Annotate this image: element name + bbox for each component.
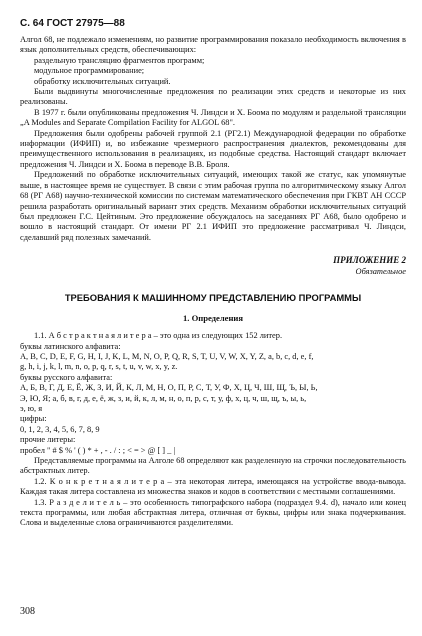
latin-letters-line: g, h, i, j, k, l, m, n, o, p, q, r, s, t, u, v, w, x, y, z. bbox=[20, 362, 178, 372]
list-item: модульное программирование; bbox=[34, 66, 145, 76]
document-page bbox=[20, 18, 406, 529]
cyrillic-label: буквы русского алфавита: bbox=[20, 372, 113, 382]
cyrillic-letters-line: э, ю, я bbox=[20, 403, 43, 413]
digits-line: 0, 1, 2, 3, 4, 5, 6, 7, 8, 9 bbox=[20, 424, 100, 434]
appendix-label: ПРИЛОЖЕНИЕ 2 bbox=[333, 255, 406, 266]
digits-label: цифры: bbox=[20, 414, 47, 424]
definition-1-1: 1.1. А б с т р а к т н а я л и т е р а – это одна из следующих 152 литер. bbox=[34, 331, 283, 341]
page-header: С. 64 ГОСТ 27975—88 bbox=[20, 18, 125, 29]
paragraph: Предложения были одобрены рабочей группой 2.1 (РГ2.1) Международной федерации по обработке информации (ИФИП) и, во избежание чрезмерного распространения диалектов, рекомендованы для преимущественного использования в реализациях, из подобные средства. Настоящий стандарт включает предложения Ч. Линдси и Х. Боома в переводе В.В. Броля. bbox=[20, 128, 406, 169]
definition-1-3: 1.3. Р а з д е л и т е л ь – это особенность типографского набора (подраздел 9.4. d), начало или конец текста программы, или любая абстрактная литера, отличная от буквы, цифры или знака подчеркивания. Слова и выделенные слова ограничиваются разделителями. bbox=[20, 497, 406, 528]
paragraph-intro: Алгол 68, не подлежало изменениям, но развитие программирования показало необходимость включения в язык дополнительных средств, обеспечивающих: bbox=[20, 35, 406, 55]
appendix-status: Обязательное bbox=[355, 267, 406, 277]
section-title: ТРЕБОВАНИЯ К МАШИННОМУ ПРЕДСТАВЛЕНИЮ ПРОГРАММЫ bbox=[64, 292, 362, 304]
cyrillic-letters-line: А, Б, В, Г, Д, Е, Ё, Ж, З, И, Й, К, Л, М, Н, О, П, Р, С, Т, У, Ф, Х, Ц, Ч, Ш, Щ, Ъ, Ы, Ь, bbox=[20, 383, 318, 393]
paragraph: Представляемые программы на Алголе 68 определяют как разделенную на строчки последовательность абстрактных литер. bbox=[20, 456, 406, 476]
list-item: обработку исключительных ситуаций. bbox=[34, 76, 171, 86]
latin-letters-line: A, B, C, D, E, F, G, H, I, J, K, L, M, N, O, P, Q, R, S, T, U, V, W, X, Y, Z, a, b, c, d, e, f, bbox=[20, 351, 314, 361]
other-chars-line: пробел " # $ % ' ( ) * + , - . / : ; < = > @ [ ] _ | bbox=[20, 445, 176, 455]
list-item: раздельную трансляцию фрагментов программ; bbox=[34, 55, 205, 65]
page-number: 308 bbox=[20, 606, 35, 617]
subsection-title: 1. Определения bbox=[182, 313, 244, 324]
paragraph: Предложений по обработке исключительных ситуаций, имеющих такой же статус, как упомянутые выше, в настоящее время не существует. В связи с этим рабочая группа по алгоритмическому языку Алгол 68 (РГ А68) научно-технической комиссии по системам математического обеспечения при ГКВТ АН СССР решила разработать оригинальный вариант этих средств. Механизм обработки исключительных ситуаций был предложен Г.С. Цейтиным. Это предложение обсуждалось на заседаниях РГ А68, было одобрено и вошло в настоящий стандарт. От имени РГ 2.1 ИФИП это предложение рассматривал Ч. Линдси, сделавший ряд полезных замечаний. bbox=[20, 170, 406, 242]
latin-label: буквы латинского алфавита: bbox=[20, 341, 121, 351]
other-label: прочие литеры: bbox=[20, 435, 76, 445]
paragraph: Были выдвинуты многочисленные предложения по реализации этих средств и некоторые из них реализованы. bbox=[20, 87, 406, 107]
paragraph: В 1977 г. были опубликованы предложения Ч. Линдси и Х. Боома по модулям и раздельной трансляции „A Modules and Separate Compilation Facility for ALGOL 68". bbox=[20, 107, 406, 128]
cyrillic-letters-line: Э, Ю, Я; а, б, в, г, д, е, ё, ж, з, и, й, к, л, м, н, о, п, р, с, т, у, ф, х, ц, ч, ш, щ, ъ, ы, ь, bbox=[20, 393, 307, 403]
definition-1-2: 1.2. К о н к р е т н а я л и т е р а – эта некоторая литера, имеющаяся на устройстве ввода-вывода. Каждая такая литера составлена из множества знаков и кодов в соответствии с местными соглашениями. bbox=[20, 476, 406, 497]
